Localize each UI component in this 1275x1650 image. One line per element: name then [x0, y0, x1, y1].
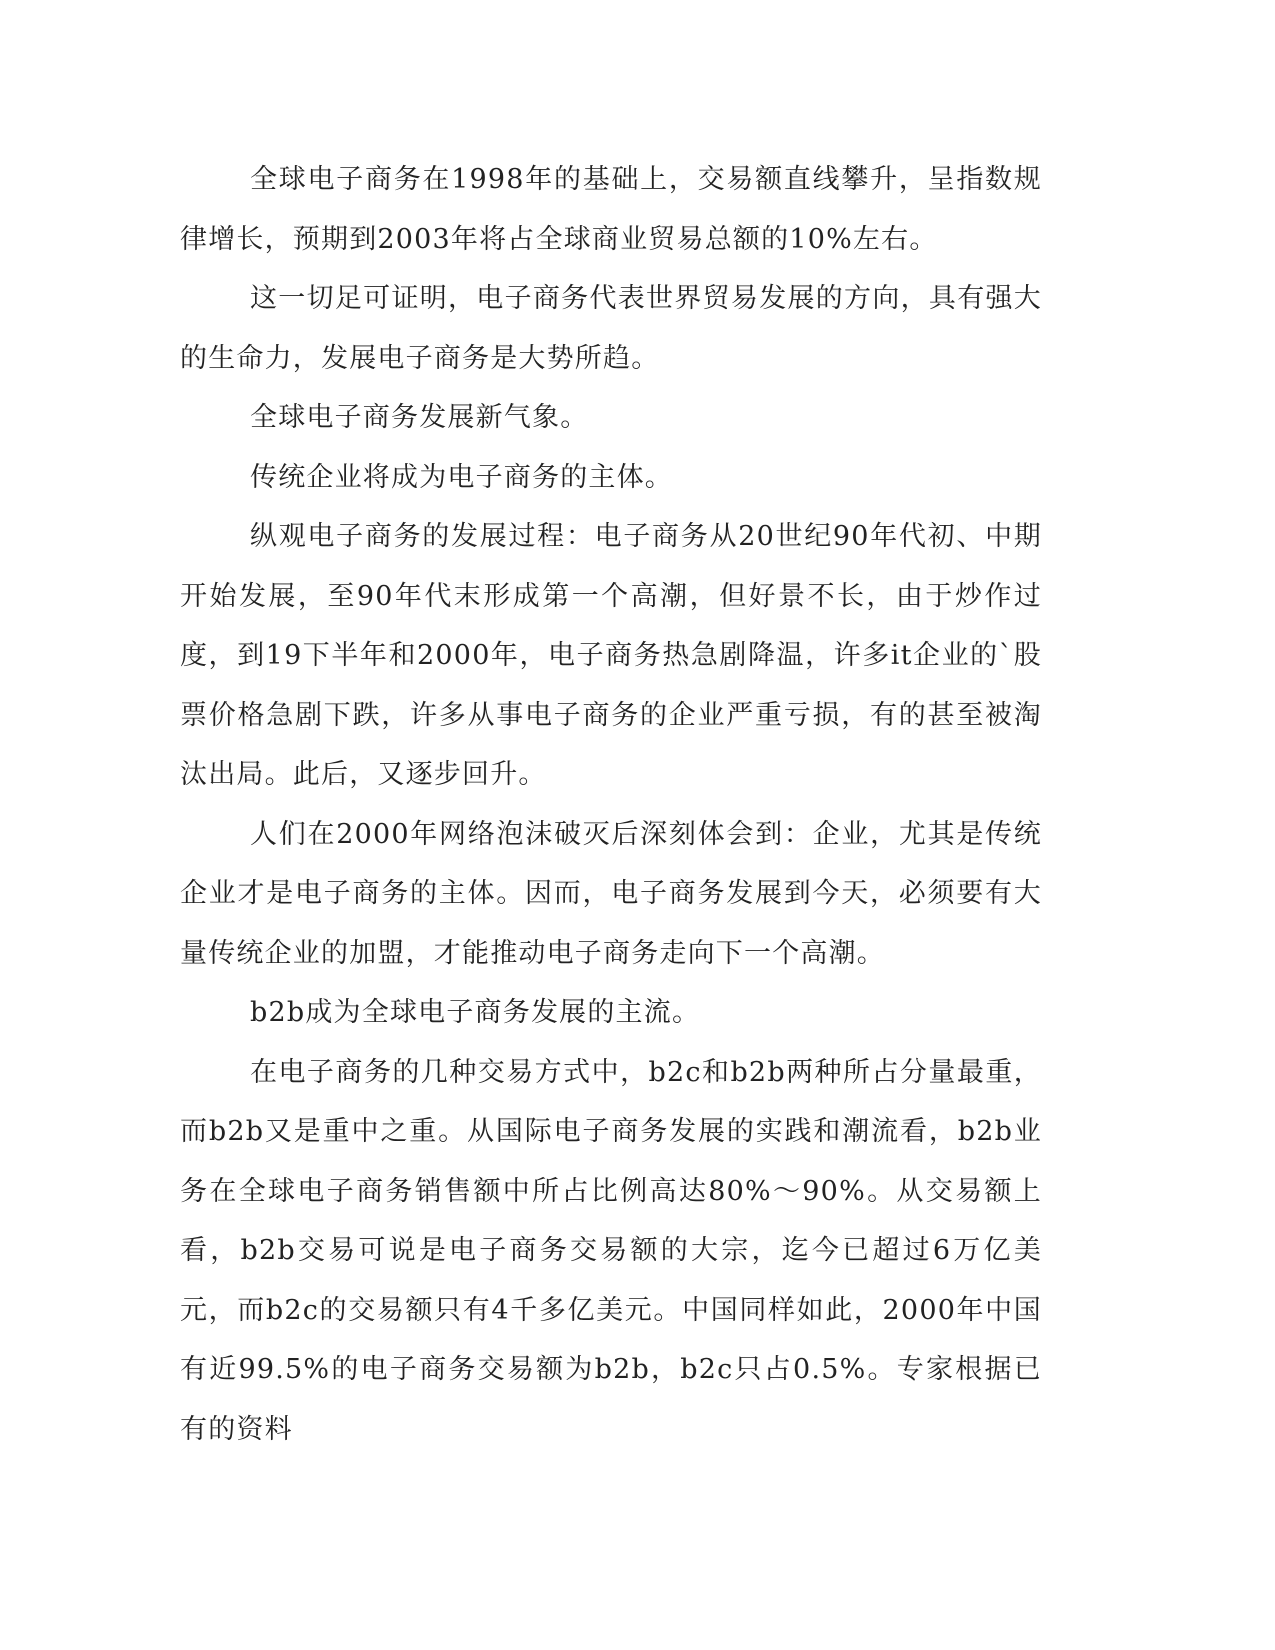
- paragraph-3: 全球电子商务发展新气象。: [250, 402, 589, 433]
- paragraph-1: 全球电子商务在1998年的基础上，交易额直线攀升，呈指数规律增长，预期到2003年将占全球商业贸易总额的10%左右。: [180, 164, 1042, 255]
- paragraph-5: 纵观电子商务的发展过程：电子商务从20世纪90年代初、中期开始发展，至90年代末形成第一个高潮，但好景不长，由于炒作过度，到19下半年和2000年，电子商务热急剧降温，许多it企业的`股票价格急剧下跌，许多从事电子商务的企业严重亏损，有的甚至被淘汰出局。此后，又逐步回升。: [180, 521, 1042, 790]
- paragraph-4: 传统企业将成为电子商务的主体。: [250, 461, 673, 493]
- paragraph-7: b2b成为全球电子商务发展的主流。: [250, 997, 701, 1028]
- paragraph-8: 在电子商务的几种交易方式中，b2c和b2b两种所占分量最重，而b2b又是重中之重。从国际电子商务发展的实践和潮流看，b2b业务在全球电子商务销售额中所占比例高达80%～90%。从交易额上看，b2b交易可说是电子商务交易额的大宗，迄今已超过6万亿美元，而b2c的交易额只有4千多亿美元。中国同样如此，2000年中国有近99.5%的电子商务交易额为b2b，b2c只占0.5%。专家根据已有的资料: [180, 1056, 1042, 1445]
- document-body: [180, 150, 1042, 1459]
- paragraph-2: 这一切足可证明，电子商务代表世界贸易发展的方向，具有强大的生命力，发展电子商务是大势所趋。: [180, 283, 1042, 374]
- paragraph-6: 人们在2000年网络泡沫破灭后深刻体会到：企业，尤其是传统企业才是电子商务的主体。因而，电子商务发展到今天，必须要有大量传统企业的加盟，才能推动电子商务走向下一个高潮。: [180, 818, 1042, 969]
